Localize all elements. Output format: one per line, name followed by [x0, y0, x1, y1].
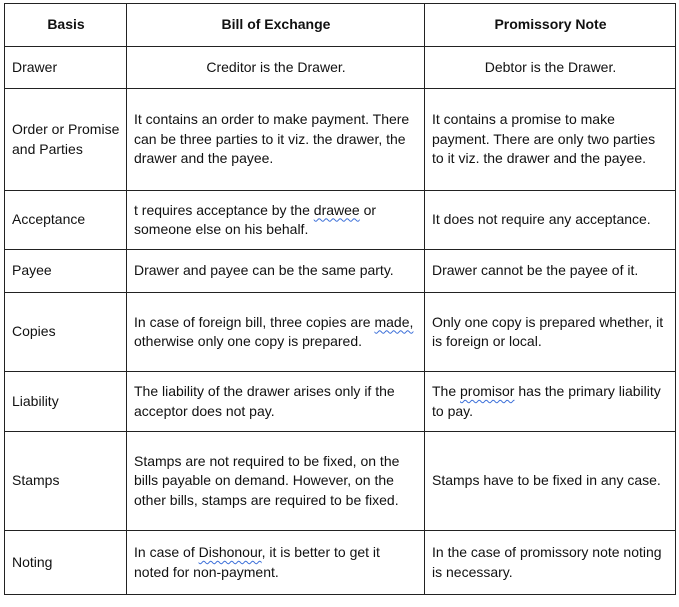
spellcheck-word: drawee [313, 201, 360, 218]
basis-cell: Copies [5, 293, 127, 372]
table-row [5, 89, 676, 191]
note-cell: Stamps have to be fixed in any case. [425, 432, 676, 531]
bill-cell [127, 293, 425, 372]
header-promissory-note: Promissory Note [425, 4, 676, 47]
spellcheck-word: Dishonour [198, 544, 262, 560]
table-row [5, 191, 676, 250]
table-row [5, 47, 676, 89]
table-row [5, 531, 676, 595]
basis-cell: Payee [5, 250, 127, 293]
bill-cell: Drawer and payee can be the same party. [127, 250, 425, 293]
text-segment: otherwise only one copy is prepared. [134, 333, 363, 349]
text-segment: In case of [134, 544, 199, 560]
header-bill-of-exchange: Bill of Exchange [127, 4, 425, 47]
spellcheck-word: made, [374, 313, 414, 330]
text-segment: , it is better to get it noted for non-payment. [134, 544, 380, 580]
table-row [5, 293, 676, 372]
comparison-table [4, 3, 676, 595]
text-segment: has the primary liability to pay. [432, 383, 661, 419]
note-cell: In the case of promissory note noting is necessary. [425, 531, 676, 595]
basis-cell: Acceptance [5, 191, 127, 250]
table-row [5, 372, 676, 432]
note-cell: Drawer cannot be the payee of it. [425, 250, 676, 293]
note-cell: It does not require any acceptance. [425, 191, 676, 250]
spellcheck-word: promisor [460, 383, 515, 399]
table-header-row [5, 4, 676, 47]
note-cell: Debtor is the Drawer. [425, 47, 676, 89]
basis-cell: Drawer [5, 47, 127, 89]
basis-cell: Order or Promise and Parties [5, 89, 127, 191]
note-cell: Only one copy is prepared whether, it is foreign or local. [425, 293, 676, 372]
basis-cell: Noting [5, 531, 127, 595]
bill-cell: Stamps are not required to be fixed, on the bills payable on demand. However, on the other bills, stamps are required to be fixed. [127, 432, 425, 531]
text-segment: t requires acceptance by the [134, 201, 314, 218]
basis-cell: Stamps [5, 432, 127, 531]
bill-cell [127, 191, 425, 250]
comparison-table-wrapper [4, 3, 675, 595]
note-cell [425, 372, 676, 432]
note-cell: It contains a promise to make payment. There are only two parties to it viz. the drawer and the payee. [425, 89, 676, 191]
bill-cell: Creditor is the Drawer. [127, 47, 425, 89]
text-segment: or someone else on his behalf. [134, 201, 377, 237]
bill-cell: The liability of the drawer arises only if the acceptor does not pay. [127, 372, 425, 432]
table-row [5, 432, 676, 531]
bill-cell [127, 531, 425, 595]
text-segment: The [432, 383, 461, 399]
table-row [5, 250, 676, 293]
basis-cell: Liability [5, 372, 127, 432]
text-segment: In case of foreign bill, three copies are [134, 313, 375, 330]
header-basis: Basis [5, 4, 127, 47]
bill-cell: It contains an order to make payment. There can be three parties to it viz. the drawer, the drawer and the payee. [127, 89, 425, 191]
